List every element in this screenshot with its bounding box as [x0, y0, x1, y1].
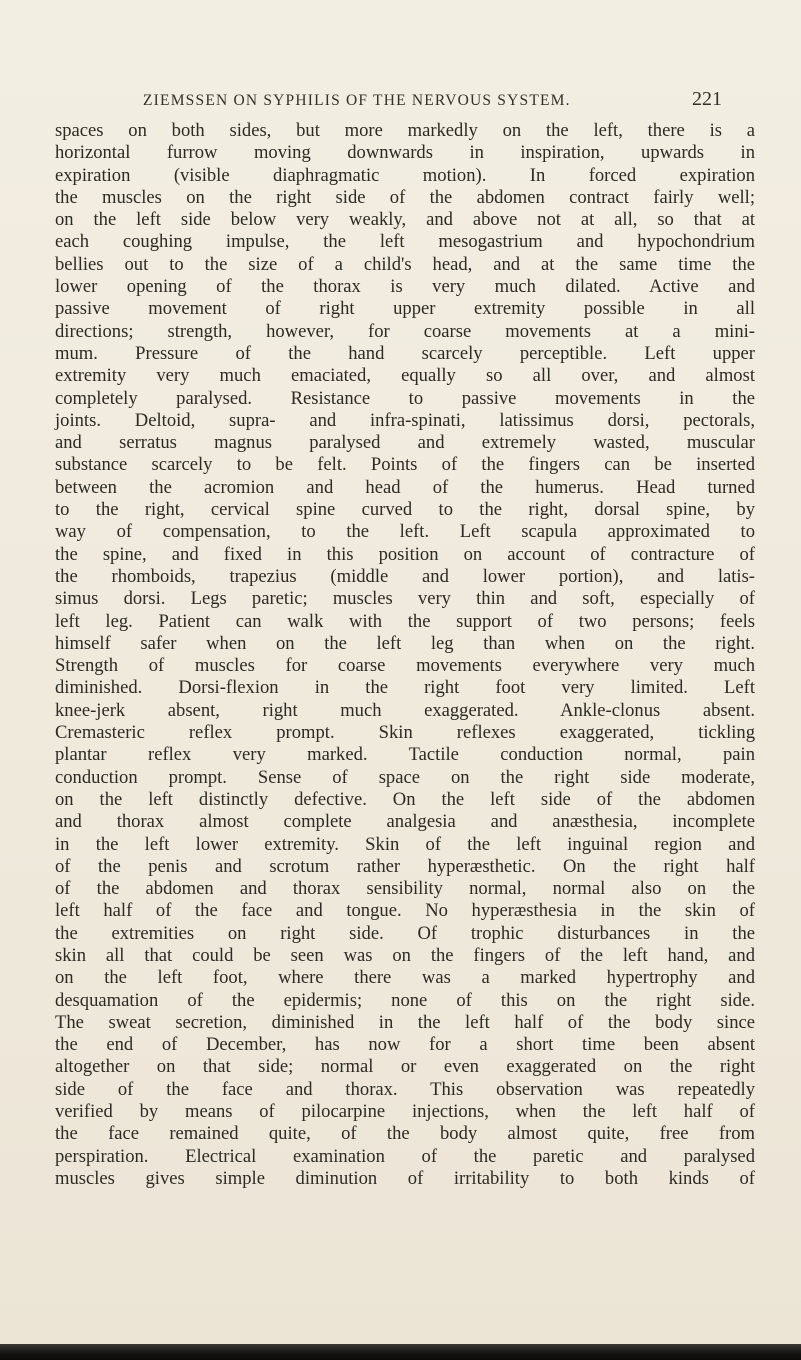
text-line: simus dorsi. Legs paretic; muscles very thin and soft, especially of	[55, 588, 755, 610]
text-line: on the left foot, where there was a marked hypertrophy and	[55, 967, 755, 989]
text-line: the end of December, has now for a short time been absent	[55, 1034, 755, 1056]
text-line: passive movement of right upper extremity possible in all	[55, 298, 755, 320]
text-line: left half of the face and tongue. No hyperæsthesia in the skin of	[55, 900, 755, 922]
text-line: in the left lower extremity. Skin of the left inguinal region and	[55, 833, 755, 855]
text-line: The sweat secretion, diminished in the left half of the body since	[55, 1011, 755, 1033]
text-line: substance scarcely to be felt. Points of the fingers can be inserted	[55, 454, 755, 476]
text-line: to the right, cervical spine curved to the right, dorsal spine, by	[55, 499, 755, 521]
text-line: side of the face and thorax. This observation was repeatedly	[55, 1078, 755, 1100]
text-line: verified by means of pilocarpine injections, when the left half of	[55, 1101, 755, 1123]
text-line: knee-jerk absent, right much exaggerated. Ankle-clonus absent.	[55, 699, 755, 721]
text-line: the muscles on the right side of the abdomen contract fairly well;	[55, 186, 755, 208]
text-line: altogether on that side; normal or even exaggerated on the right	[55, 1056, 755, 1078]
text-line: perspiration. Electrical examination of the paretic and paralysed	[55, 1145, 755, 1167]
running-head: ZIEMSSEN ON SYPHILIS OF THE NERVOUS SYSTEM.	[143, 92, 571, 109]
text-line: himself safer when on the left leg than when on the right.	[55, 632, 755, 654]
text-line: horizontal furrow moving downwards in inspiration, upwards in	[55, 142, 755, 164]
text-line: of the penis and scrotum rather hyperæsthetic. On the right half	[55, 855, 755, 877]
text-line: the rhomboids, trapezius (middle and lower portion), and latis-	[55, 565, 755, 587]
text-line: each coughing impulse, the left mesogastrium and hypochondrium	[55, 231, 755, 253]
page-number: 221	[692, 88, 722, 110]
scan-edge-shadow	[0, 1344, 801, 1360]
body-text	[55, 120, 755, 1190]
text-line: of the abdomen and thorax sensibility normal, normal also on the	[55, 878, 755, 900]
text-line: the spine, and fixed in this position on account of contracture of	[55, 543, 755, 565]
text-line: on the left side below very weakly, and above not at all, so that at	[55, 209, 755, 231]
text-line: skin all that could be seen was on the fingers of the left hand, and	[55, 944, 755, 966]
text-line: left leg. Patient can walk with the support of two persons; feels	[55, 610, 755, 632]
text-line: way of compensation, to the left. Left scapula approximated to	[55, 521, 755, 543]
text-line: expiration (visible diaphragmatic motion). In forced expiration	[55, 164, 755, 186]
text-line: between the acromion and head of the humerus. Head turned	[55, 476, 755, 498]
text-line: plantar reflex very marked. Tactile conduction normal, pain	[55, 744, 755, 766]
text-line: spaces on both sides, but more markedly on the left, there is a	[55, 120, 755, 141]
text-line: muscles gives simple diminution of irritability to both kinds of	[55, 1167, 755, 1189]
text-line: diminished. Dorsi-flexion in the right foot very limited. Left	[55, 677, 755, 699]
text-line: mum. Pressure of the hand scarcely perceptible. Left upper	[55, 342, 755, 364]
text-line: lower opening of the thorax is very much dilated. Active and	[55, 276, 755, 298]
text-line: directions; strength, however, for coarse movements at a mini-	[55, 320, 755, 342]
text-line: conduction prompt. Sense of space on the right side moderate,	[55, 766, 755, 788]
text-line: Strength of muscles for coarse movements everywhere very much	[55, 655, 755, 677]
text-line: bellies out to the size of a child's head, and at the same time the	[55, 253, 755, 275]
text-line: Cremasteric reflex prompt. Skin reflexes exaggerated, tickling	[55, 722, 755, 744]
text-line: on the left distinctly defective. On the left side of the abdomen	[55, 788, 755, 810]
text-line: the face remained quite, of the body almost quite, free from	[55, 1123, 755, 1145]
text-line: extremity very much emaciated, equally so all over, and almost	[55, 365, 755, 387]
text-line: desquamation of the epidermis; none of this on the right side.	[55, 989, 755, 1011]
text-line: joints. Deltoid, supra- and infra-spinati, latissimus dorsi, pectorals,	[55, 409, 755, 431]
text-line: completely paralysed. Resistance to passive movements in the	[55, 387, 755, 409]
text-line: the extremities on right side. Of trophic disturbances in the	[55, 922, 755, 944]
text-line: and thorax almost complete analgesia and anæsthesia, incomplete	[55, 811, 755, 833]
text-line: and serratus magnus paralysed and extremely wasted, muscular	[55, 432, 755, 454]
